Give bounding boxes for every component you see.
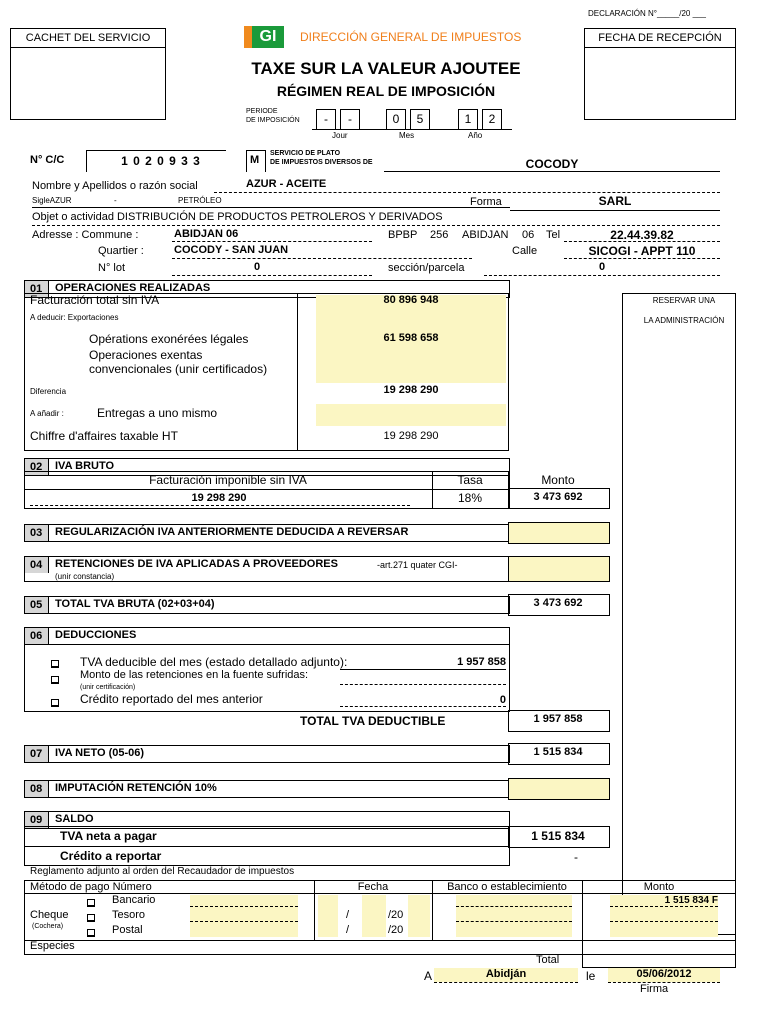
section-08-header	[24, 780, 510, 798]
le-label: le	[586, 969, 596, 983]
direccion-label: DIRECCIÓN GENERAL DE IMPUESTOS	[300, 30, 522, 44]
tva-deducible-value[interactable]: 1 957 858	[457, 656, 506, 668]
total-deductible-label: TOTAL TVA DEDUCTIBLE	[300, 714, 446, 728]
section-08-title: IMPUTACIÓN RETENCIÓN 10%	[55, 782, 217, 794]
forma-label: Forma	[470, 196, 502, 208]
postal-label: Postal	[112, 924, 143, 936]
slash-2: /	[346, 924, 350, 936]
tva-neta-value[interactable]: 1 515 834	[531, 829, 585, 843]
facturacion-label: Facturación total sin IVA	[30, 293, 160, 307]
diferencia-label: Diferencia	[30, 387, 67, 396]
credito-reportar-label: Crédito a reportar	[60, 849, 162, 863]
section-07-title: IVA NETO (05-06)	[55, 747, 145, 759]
total-label: Total	[536, 954, 560, 966]
periode-cell-6[interactable]: 2	[482, 109, 502, 130]
periode-cell-1[interactable]: -	[316, 109, 336, 130]
section-02-number: 02	[25, 459, 49, 475]
banco-header: Banco o establecimiento	[447, 881, 567, 893]
objet-label: Objet o actividad DISTRIBUCIÓN DE PRODUCTOS PETROLEROS Y DERIVADOS	[32, 211, 443, 223]
bpbp-number-2[interactable]: 06	[522, 229, 535, 241]
retenciones-sub: (unir certificación)	[80, 684, 136, 691]
reservar-label-2: LA ADMINISTRACIÓN	[643, 316, 725, 325]
facturacion-value[interactable]: 80 896 948	[383, 294, 439, 306]
section-01-title: OPERACIONES REALIZADAS	[55, 282, 211, 294]
slash20-2: /20	[388, 924, 404, 936]
ano-label: Año	[468, 131, 483, 140]
fecha-header: Fecha	[357, 881, 389, 893]
section-03-header	[24, 524, 510, 542]
tesoro-checkbox[interactable]	[87, 914, 95, 922]
a-label: A	[424, 969, 433, 983]
cachet-box	[10, 28, 166, 120]
tel-value[interactable]: 22.44.39.82	[610, 228, 674, 242]
dgi-logo	[244, 26, 284, 48]
retenciones-label: Monto de las retenciones en la fuente sufridas:	[80, 669, 309, 681]
firma-label: Firma	[640, 983, 669, 995]
section-07-number: 07	[25, 746, 49, 762]
jour-label: Jour	[332, 131, 348, 140]
credito-checkbox[interactable]	[51, 699, 59, 707]
section-03-title: REGULARIZACIÓN IVA ANTERIORMENTE DEDUCIDA A REVERSAR	[55, 526, 409, 538]
adresse-label: Adresse : Commune :	[32, 229, 139, 241]
section-02-title: IVA BRUTO	[55, 460, 115, 472]
fecha-dia-field[interactable]	[318, 895, 338, 937]
lot-label: N° lot	[98, 262, 126, 274]
metodo-header: Método de pago Número	[30, 881, 152, 893]
exoneres-value[interactable]: 61 598 658	[383, 332, 439, 344]
banco-field[interactable]	[456, 895, 572, 937]
section-01-number: 01	[25, 281, 49, 297]
bancario-checkbox[interactable]	[87, 899, 95, 907]
m-label: M	[250, 154, 260, 166]
nombre-value[interactable]: AZUR - ACEITE	[246, 178, 327, 190]
slash20-1: /20	[388, 909, 404, 921]
section-04-value[interactable]	[508, 556, 610, 582]
periode-label-2: DE IMPOSICIÓN	[246, 117, 300, 124]
fecha-recepcion-box	[584, 28, 736, 120]
page-title: TAXE SUR LA VALEUR AJOUTEE	[251, 59, 521, 78]
reservar-box	[622, 293, 736, 935]
bancario-label: Bancario	[112, 894, 156, 906]
fecha-ano-field[interactable]	[408, 895, 430, 937]
section-08-number: 08	[25, 781, 49, 797]
bpbp-city[interactable]: ABIDJAN	[462, 229, 509, 241]
section-04-header	[24, 556, 510, 582]
monto-header: Monto	[643, 881, 675, 893]
fecha-value[interactable]: 05/06/2012	[636, 968, 692, 980]
servicio-label-2: DE IMPUESTOS DIVERSOS DE	[270, 159, 373, 166]
numero-field[interactable]	[190, 895, 298, 937]
section-07-header	[24, 745, 510, 763]
section-06-title: DEDUCCIONES	[55, 629, 137, 641]
tesoro-label: Tesoro	[112, 909, 146, 921]
periode-cell-5[interactable]: 1	[458, 109, 478, 130]
total-deductible-value[interactable]: 1 957 858	[533, 713, 583, 725]
section-09-title: SALDO	[55, 813, 94, 825]
col-monto: Monto	[541, 473, 575, 487]
ncc-value[interactable]: 1 0 2 0 9 3 3	[121, 154, 201, 168]
calle-value[interactable]: SICOGI - APPT 110	[588, 244, 696, 258]
cachet-label: CACHET DEL SERVICIO	[25, 32, 151, 44]
exentas-label-2: convencionales (unir certificados)	[89, 362, 268, 376]
postal-checkbox[interactable]	[87, 929, 95, 937]
commune-value[interactable]: ABIDJAN 06	[174, 228, 239, 240]
retenciones-checkbox[interactable]	[51, 676, 59, 684]
calle-label: Calle	[512, 245, 538, 257]
credito-reportar-value[interactable]: -	[574, 850, 578, 864]
section-05-value[interactable]: 3 473 692	[533, 597, 583, 609]
chiffre-value[interactable]: 19 298 290	[383, 430, 439, 442]
forma-value[interactable]: SARL	[598, 194, 632, 208]
chiffre-label: Chiffre d'affaires taxable HT	[30, 429, 178, 443]
total-box	[582, 954, 736, 968]
mes-label: Mes	[399, 131, 415, 140]
credito-label: Crédito reportado del mes anterior	[80, 692, 263, 706]
tva-deducible-checkbox[interactable]	[51, 660, 59, 668]
declaracion-number: DECLARACIÓN N°_____/20 ___	[588, 9, 706, 18]
tva-neta-label: TVA neta a pagar	[60, 829, 157, 843]
bpbp-label: BPBP	[388, 229, 418, 241]
quartier-value[interactable]: COCODY - SAN JUAN	[174, 244, 289, 256]
periode-label-1: PERIODE	[246, 108, 278, 115]
entregas-label: Entregas a uno mismo	[97, 406, 218, 420]
section-04-title: RETENCIONES DE IVA APLICADAS A PROVEEDORES	[55, 558, 338, 570]
deducir-label: A deducir: Exportaciones	[30, 313, 119, 322]
logo-text: GI	[252, 26, 284, 48]
ncc-label: N° C/C	[30, 154, 65, 166]
sigle-value[interactable]: PETRÓLEO	[178, 196, 222, 205]
section-08-value[interactable]	[508, 778, 610, 800]
lot-value[interactable]: 0	[253, 261, 261, 273]
section-09-number: 09	[25, 812, 49, 828]
tel-label: Tel	[546, 229, 561, 241]
bpbp-number[interactable]: 256	[430, 229, 449, 241]
seccion-label: sección/parcela	[388, 262, 465, 274]
cheque-label: Cheque	[30, 909, 69, 921]
monto-value[interactable]: 1 515 834 F	[664, 895, 718, 906]
reservar-label-1: RESERVAR UNA	[652, 296, 716, 305]
section-03-value[interactable]	[508, 522, 610, 544]
col-tasa: Tasa	[457, 473, 483, 487]
reglamento-label: Reglamento adjunto al orden del Recaudador de impuestos	[30, 866, 295, 877]
seccion-value[interactable]: 0	[598, 261, 606, 273]
slash-1: /	[346, 909, 350, 921]
section-04-sub: (unir constancia)	[55, 572, 115, 581]
credito-value[interactable]: 0	[499, 694, 506, 706]
nombre-label: Nombre y Apellidos o razón social	[32, 180, 198, 192]
lugar-value[interactable]: Abidján	[485, 968, 527, 980]
section-05-header	[24, 596, 510, 614]
quartier-label: Quartier :	[98, 245, 144, 257]
fact-imponible-value[interactable]: 19 298 290	[191, 492, 247, 504]
tva-deducible-label: TVA deducible del mes (estado detallado adjunto):	[80, 655, 348, 669]
periode-cell-3[interactable]: 0	[386, 109, 406, 130]
section-05-number: 05	[25, 597, 49, 613]
section-03-number: 03	[25, 525, 49, 541]
tasa-value[interactable]: 18%	[457, 491, 483, 505]
diferencia-value[interactable]: 19 298 290	[383, 384, 439, 396]
servicio-label-1: SERVICIO DE PLATO	[270, 150, 341, 157]
exoneres-label: Opérations exonérées légales	[89, 332, 249, 346]
section-04-number: 04	[25, 557, 49, 573]
cochera-label: (Cochera)	[32, 923, 64, 930]
periode-cell-2[interactable]: -	[340, 109, 360, 130]
exentas-label-1: Operaciones exentas	[89, 348, 203, 362]
section-06-number: 06	[25, 628, 49, 644]
fecha-mes-field[interactable]	[362, 895, 386, 937]
iva-bruto-monto[interactable]: 3 473 692	[533, 491, 583, 503]
anadir-label: A añadir :	[30, 409, 64, 418]
sigle-dash: -	[114, 196, 117, 205]
section-06-header	[24, 627, 510, 645]
fecha-recepcion-label: FECHA DE RECEPCIÓN	[598, 32, 722, 44]
especies-label: Especies	[30, 940, 75, 952]
section-07-value[interactable]: 1 515 834	[533, 746, 583, 758]
servicio-value[interactable]: COCODY	[525, 157, 579, 171]
page-subtitle: RÉGIMEN REAL DE IMPOSICIÓN	[276, 83, 496, 99]
section-05-title: TOTAL TVA BRUTA (02+03+04)	[55, 598, 215, 610]
col-facturacion: Facturación imponible sin IVA	[149, 473, 307, 487]
sigle-label: SigleAZUR	[32, 196, 72, 205]
section-04-art: -art.271 quater CGI-	[377, 560, 458, 570]
periode-cell-4[interactable]: 5	[410, 109, 430, 130]
